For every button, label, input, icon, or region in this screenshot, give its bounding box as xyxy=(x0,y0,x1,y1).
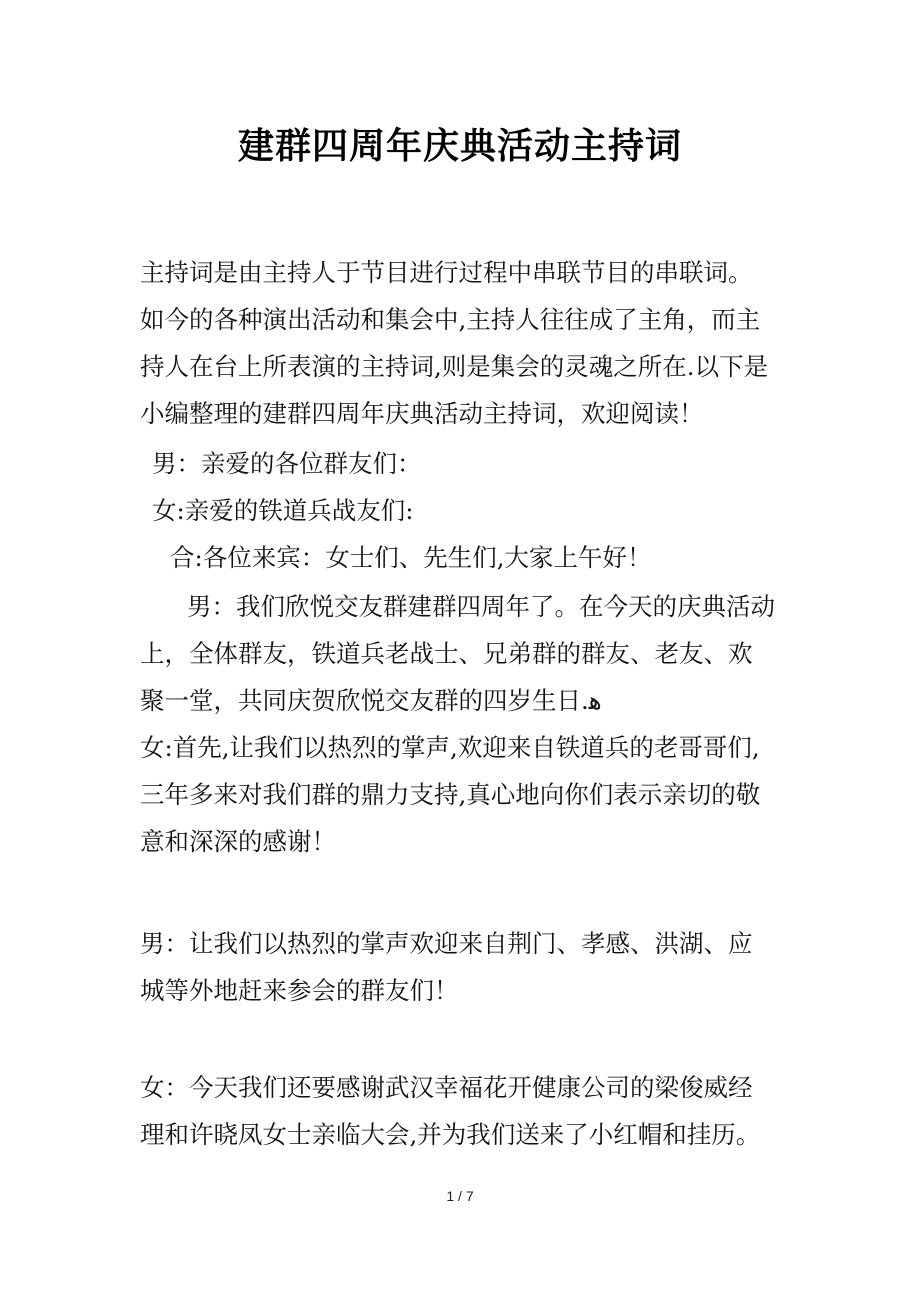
paragraph-line: 城等外地赶来参会的群友们！ xyxy=(140,976,459,1005)
paragraph-line: 上，全体群友，铁道兵老战士、兄弟群的群友、老友、欢 xyxy=(140,639,753,668)
dialogue-line-female: 女:亲爱的铁道兵战友们: xyxy=(152,496,414,525)
paragraph-line: 女：今天我们还要感谢武汉幸福花开健康公司的梁俊威经 xyxy=(140,1073,753,1102)
paragraph-line: 持人在台上所表演的主持词,则是集会的灵魂之所在.以下是 xyxy=(140,352,769,381)
paragraph-line: 男：让我们以热烈的掌声欢迎来自荆门、孝感、洪湖、应 xyxy=(140,929,753,958)
paragraph-line: 如今的各种演出活动和集会中,主持人往往成了主角，而主 xyxy=(140,305,761,334)
paragraph-line: 男：我们欣悦交友群建群四周年了。在今天的庆典活动 xyxy=(187,592,775,621)
document-title: 建群四周年庆典活动主持词 xyxy=(237,126,682,167)
page-number: 1 / 7 xyxy=(446,1188,474,1204)
paragraph-line: 小编整理的建群四周年庆典活动主持词，欢迎阅读！ xyxy=(140,399,704,428)
dialogue-line-together: 合:各位来宾：女士们、先生们,大家上午好！ xyxy=(170,543,652,572)
paragraph-line: 意和深深的感谢！ xyxy=(140,827,336,856)
paragraph-line: 女:首先,让我们以热烈的掌声,欢迎来自铁道兵的老哥哥们, xyxy=(140,733,760,762)
dialogue-line-male: 男：亲爱的各位群友们： xyxy=(152,449,422,478)
paragraph-line: 理和许晓凤女士亲临大会,并为我们送来了小红帽和挂历。 xyxy=(140,1120,761,1149)
paragraph-line: 主持词是由主持人于节目进行过程中串联节目的串联词。 xyxy=(140,258,753,287)
paragraph-line: 聚一堂，共同庆贺欣悦交友群的四岁生日.ﻫ xyxy=(140,686,602,715)
paragraph-line: 三年多来对我们群的鼎力支持,真心地向你们表示亲切的敬 xyxy=(140,780,761,809)
